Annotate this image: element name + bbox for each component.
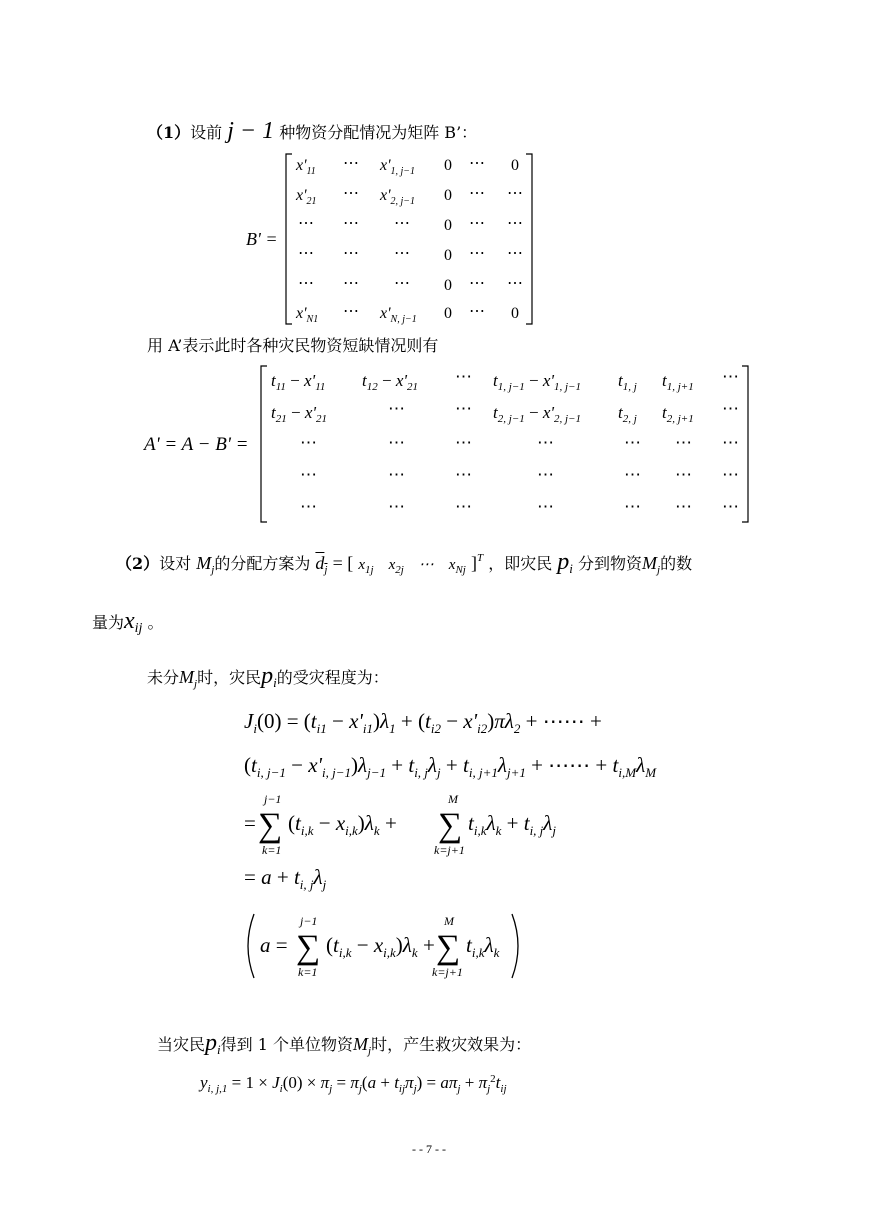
paren-left (248, 914, 254, 978)
b-cell-dots: ⋯ (469, 185, 485, 202)
step2-line2-a: 量为 (92, 613, 125, 632)
a-cell-dots: ⋯ (537, 497, 554, 516)
sum-upper: j−1 (300, 914, 318, 928)
b-cell-dots: ⋯ (298, 245, 314, 262)
step2-text-d: 分到物资 (578, 554, 643, 573)
a-cell-dots: ⋯ (624, 465, 641, 484)
a-cell-dots: ⋯ (455, 465, 472, 484)
matrix-a-right-bracket (742, 366, 748, 522)
b-cell-dots: ⋯ (394, 275, 410, 292)
step1-expr: j − 1 (227, 118, 275, 144)
step1-text-b: 种物资分配情况为矩阵 B’： (279, 123, 478, 142)
a-cell-dots: ⋯ (388, 465, 405, 484)
a-cell-r2c4: $t_{2, j-1} - x'_{2, j-1}$ (493, 403, 581, 425)
b-cell-dots: ⋯ (394, 215, 410, 232)
eq-line-5-b: $(t_{i,k} - x_{i,k})\lambda_k$ + (326, 933, 435, 960)
paren-right (512, 914, 518, 978)
a-cell-dots: ⋯ (455, 433, 472, 452)
a-cell-dots: ⋯ (537, 465, 554, 484)
a-cell-r1c6: $t_{1, j+1}$ (662, 371, 694, 393)
b-cell-x11: $x'_{11}$ (296, 157, 316, 177)
a-cell-dots: ⋯ (455, 399, 472, 418)
step2-line2: 量为$x_{ij}$ 。 (92, 608, 164, 636)
sum-upper: M (448, 792, 458, 806)
step2-text-a: 设对 (159, 554, 192, 573)
unassigned-text-b: 时，灾民 (197, 668, 262, 687)
b-cell-x21: $x'_{21}$ (296, 187, 317, 207)
matrix-b-lhs: B' = (246, 229, 278, 249)
step2-line1: （2）设对 $M_j$的分配方案为 $d_j$ = [ $x_{1j}$ $x_{2j}$ ⋯ $x_{Nj}$ ]$^T$ ，即灾民 $p_i$ 分到物资$M_j$的数 (116, 549, 693, 576)
a-cell-dots: ⋯ (300, 465, 317, 484)
b-cell-zero: 0 (444, 157, 452, 174)
b-cell-dots: ⋯ (343, 155, 359, 172)
a-cell-dots: ⋯ (624, 433, 641, 452)
sum-lower: k=1 (262, 843, 282, 857)
b-cell-zero: 0 (444, 305, 452, 322)
b-cell-zero: 0 (444, 247, 452, 264)
a-cell-dots: ⋯ (537, 433, 554, 452)
a-cell-dots: ⋯ (388, 497, 405, 516)
a-cell-dots: ⋯ (722, 465, 739, 484)
b-cell-zero: 0 (444, 217, 452, 234)
a-prime-sentence: 用 A’表示此时各种灾民物资短缺情况则有 (147, 336, 439, 355)
sum-symbol: ∑ (438, 807, 463, 844)
eq-line-3-a: $(t_{i,k} - x_{i,k})\lambda_k$ + (288, 811, 397, 838)
a-cell-r2c6: $t_{2, j+1}$ (662, 403, 694, 425)
a-cell-r2c1: $t_{21} - x'_{21}$ (271, 403, 328, 425)
unit-text-b: 得到 1 个单位物资 (220, 1035, 353, 1054)
b-cell-dots: ⋯ (394, 245, 410, 262)
sum-symbol: ∑ (436, 929, 461, 966)
b-cell-dots: ⋯ (343, 245, 359, 262)
b-cell-dots: ⋯ (343, 215, 359, 232)
a-cell-dots: ⋯ (675, 497, 692, 516)
eq-line-5-c: $t_{i,k}\lambda_k$ (466, 933, 500, 960)
a-cell-dots: ⋯ (455, 497, 472, 516)
matrix-a-left-bracket (261, 366, 267, 522)
step2-label: （2） (116, 554, 160, 573)
step1-label: （1） (147, 123, 191, 142)
b-cell-dots: ⋯ (507, 215, 523, 232)
a-cell-r1c4: $t_{1, j-1} - x'_{1, j-1}$ (493, 371, 581, 393)
b-cell-zero: 0 (444, 187, 452, 204)
sum-upper: j−1 (264, 792, 282, 806)
step2-line2-b: 。 (147, 613, 164, 632)
a-cell-dots: ⋯ (675, 433, 692, 452)
a-cell-dots: ⋯ (722, 497, 739, 516)
a-cell-dots: ⋯ (388, 433, 405, 452)
b-cell-dots: ⋯ (507, 275, 523, 292)
b-cell-xn1: $x'_{N1}$ (296, 305, 319, 325)
unassigned-text-c: 的受灾程度为： (276, 668, 389, 687)
a-cell-dots: ⋯ (722, 433, 739, 452)
a-cell-dots: ⋯ (455, 367, 472, 386)
sum-lower: k=j+1 (434, 843, 465, 857)
matrix-b-prime (230, 148, 540, 330)
eq-line-1: $J_i(0) = (t_{i1} - x'_{i1})\lambda_1 + (t_{i2} - x'_{i2})\pi\lambda_2$ + ⋯⋯ + (244, 709, 602, 736)
eq-line-3-b: $t_{i,k}\lambda_k + t_{i, j}\lambda_j$ (468, 811, 557, 838)
b-cell-dots: ⋯ (507, 245, 523, 262)
sum-lower: k=1 (298, 965, 318, 979)
eq-line-2: $(t_{i, j-1} - x'_{i, j-1})\lambda_{j-1} + t_{i, j}\lambda_j + t_{i, j+1}\lambda_{j+1}$ + ⋯⋯ + $t_{i,M}\lambda_M$ (244, 753, 657, 780)
a-cell-r2c5: $t_{2, j}$ (618, 403, 637, 425)
b-cell-dots: ⋯ (343, 303, 359, 320)
step2-text-c: ，即灾民 (488, 554, 553, 573)
a-cell-dots: ⋯ (675, 465, 692, 484)
final-eq-text: $y_{i, j,1} = 1 \times J_i(0) \times \pi_j = \pi_j(a + t_{ij}\pi_j) = a\pi_j + \pi_j^2t_{ij}$ (200, 1073, 507, 1095)
a-cell-r1c1: $t_{11} - x'_{11}$ (271, 371, 326, 393)
unassigned-text-a: 未分 (147, 668, 180, 687)
b-cell-dots: ⋯ (469, 303, 485, 320)
b-cell-dots: ⋯ (469, 215, 485, 232)
b-cell-x2j1: $x'_{2, j-1}$ (380, 187, 416, 207)
a-cell-dots: ⋯ (388, 399, 405, 418)
a-cell-dots: ⋯ (300, 497, 317, 516)
a-cell-dots: ⋯ (624, 497, 641, 516)
b-cell-dots: ⋯ (469, 155, 485, 172)
eq-line-5-a: a = (260, 933, 288, 957)
a-cell-dots: ⋯ (722, 399, 739, 418)
final-equation (196, 1062, 636, 1102)
b-cell-dots: ⋯ (507, 185, 523, 202)
b-cell-zero: 0 (444, 277, 452, 294)
equations-block (236, 690, 706, 990)
eq-line-3-eq: = (244, 811, 256, 835)
unit-text-a: 当灾民 (157, 1035, 206, 1054)
step2-text-e: 的数 (660, 554, 693, 573)
b-cell-dots: ⋯ (343, 275, 359, 292)
a-cell-dots: ⋯ (300, 433, 317, 452)
matrix-b-left-bracket (286, 154, 292, 324)
d-vector-symbol: $d_j$ (315, 553, 328, 576)
b-cell-zero: 0 (511, 157, 519, 174)
b-cell-dots: ⋯ (298, 215, 314, 232)
matrix-a-prime (140, 360, 760, 528)
unassigned-line: 未分$M_j$时，灾民$p_i$的受灾程度为： (147, 663, 389, 690)
b-cell-dots: ⋯ (343, 185, 359, 202)
b-cell-x1j1: $x'_{1, j-1}$ (380, 157, 416, 177)
b-cell-dots: ⋯ (469, 245, 485, 262)
step1-line (147, 118, 477, 145)
a-cell-r1c5: $t_{1, j}$ (618, 371, 637, 393)
step1-text-a: 设前 (190, 123, 223, 142)
b-cell-xnj1: $x'_{N, j-1}$ (380, 305, 417, 325)
page-number: - - 7 - - (412, 1142, 446, 1156)
unit-line: 当灾民$p_i$得到 1 个单位物资$M_j$时，产生救灾效果为： (157, 1030, 532, 1057)
matrix-b-right-bracket (526, 154, 532, 324)
b-cell-zero: 0 (511, 305, 519, 322)
step2-text-b: 的分配方案为 (214, 554, 311, 573)
a-cell-dots: ⋯ (722, 367, 739, 386)
b-cell-dots: ⋯ (469, 275, 485, 292)
b-cell-dots: ⋯ (298, 275, 314, 292)
sum-lower: k=j+1 (432, 965, 463, 979)
a-cell-r1c2: $t_{12} - x'_{21}$ (362, 371, 419, 393)
matrix-a-lhs: A' = A − B' = (144, 434, 249, 455)
eq-line-4: = $a + t_{i, j}\lambda_j$ (244, 865, 327, 892)
unit-text-c: 时，产生救灾效果为： (371, 1035, 532, 1054)
sum-symbol: ∑ (258, 807, 283, 844)
sum-symbol: ∑ (296, 929, 321, 966)
sum-upper: M (444, 914, 454, 928)
